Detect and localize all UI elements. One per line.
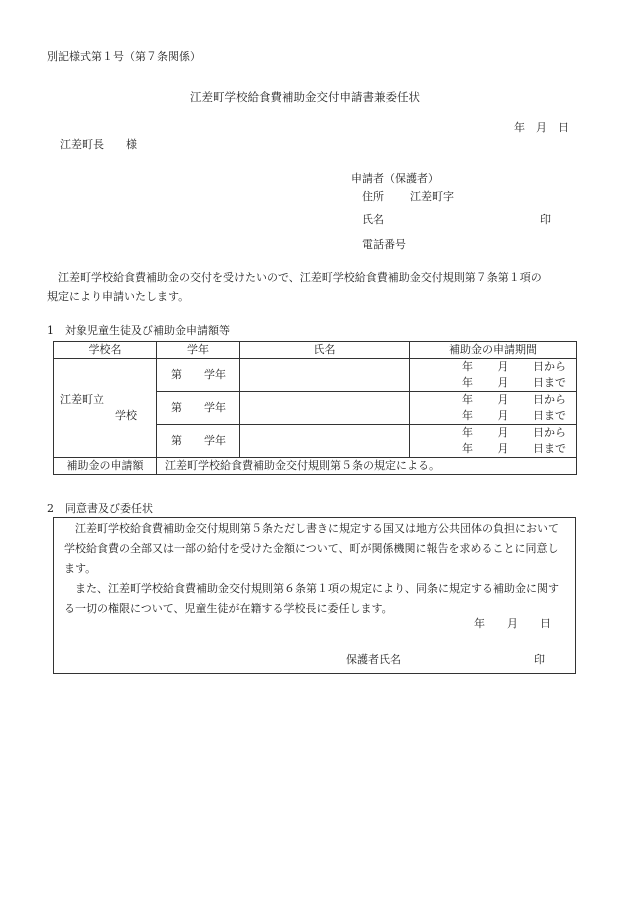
applicant-seal: 印 bbox=[540, 213, 551, 226]
amount-row bbox=[54, 458, 577, 475]
address-label: 住所 bbox=[362, 190, 384, 203]
grade-cell: 第 学年 bbox=[157, 392, 240, 425]
school-prefix: 江差町立 bbox=[60, 393, 104, 406]
period-from-cell[interactable]: 年 月 日から bbox=[410, 425, 577, 442]
section2-heading: 2 同意書及び委任状 bbox=[47, 502, 153, 515]
section1-heading: 1 対象児童生徒及び補助金申請額等 bbox=[47, 324, 230, 337]
period-to-cell[interactable]: 年 月 日まで bbox=[410, 441, 577, 458]
period-to-cell[interactable]: 年 月 日まで bbox=[410, 375, 577, 392]
intro-line-1: 江差町学校給食費補助金の交付を受けたいので、江差町学校給食費補助金交付規則第７条第１項の bbox=[58, 271, 542, 284]
amount-label: 補助金の申請額 bbox=[54, 458, 157, 475]
address-value: 江差町字 bbox=[410, 190, 454, 203]
consent-date-line: 年 月 日 bbox=[474, 617, 551, 630]
addressee: 江差町長 様 bbox=[60, 138, 137, 151]
table-header-row bbox=[54, 342, 577, 359]
student-name-cell[interactable] bbox=[240, 359, 410, 392]
student-name-cell[interactable] bbox=[240, 392, 410, 425]
period-from-cell[interactable]: 年 月 日から bbox=[410, 392, 577, 409]
form-label: 別記様式第１号（第７条関係） bbox=[47, 50, 201, 63]
header-school: 学校名 bbox=[54, 342, 157, 359]
table-row bbox=[54, 359, 577, 376]
consent-box bbox=[53, 517, 576, 674]
phone-label: 電話番号 bbox=[362, 238, 406, 251]
consent-paragraph-1: 江差町学校給食費補助金交付規則第５条ただし書きに規定する国又は地方公共団体の負担において学校給食費の全部又は一部の給付を受けた金額について、町が関係機関に報告を求めることに同意します。 bbox=[64, 522, 559, 575]
header-grade: 学年 bbox=[157, 342, 240, 359]
student-name-cell[interactable] bbox=[240, 425, 410, 458]
school-name-cell bbox=[54, 359, 157, 458]
grade-cell: 第 学年 bbox=[157, 359, 240, 392]
document-title: 江差町学校給食費補助金交付申請書兼委任状 bbox=[190, 90, 420, 104]
applicant-heading: 申請者（保護者） bbox=[351, 172, 439, 185]
period-to-cell[interactable]: 年 月 日まで bbox=[410, 408, 577, 425]
amount-value: 江差町学校給食費補助金交付規則第５条の規定による。 bbox=[157, 458, 577, 475]
grade-cell: 第 学年 bbox=[157, 425, 240, 458]
guardian-seal: 印 bbox=[534, 653, 545, 666]
applicant-name-label: 氏名 bbox=[362, 213, 384, 226]
guardian-name-label: 保護者氏名 bbox=[346, 653, 401, 666]
consent-paragraph-2: また、江差町学校給食費補助金交付規則第６条第１項の規定により、同条に規定する補助金に関する一切の権限について、児童生徒が在籍する学校長に委任します。 bbox=[64, 582, 559, 615]
period-from-cell[interactable]: 年 月 日から bbox=[410, 359, 577, 376]
header-name: 氏名 bbox=[240, 342, 410, 359]
intro-line-2: 規定により申請いたします。 bbox=[47, 290, 190, 303]
date-line: 年 月 日 bbox=[514, 121, 569, 134]
applicant-students-table bbox=[53, 341, 577, 475]
header-period: 補助金の申請期間 bbox=[410, 342, 577, 359]
school-suffix: 学校 bbox=[115, 409, 137, 422]
